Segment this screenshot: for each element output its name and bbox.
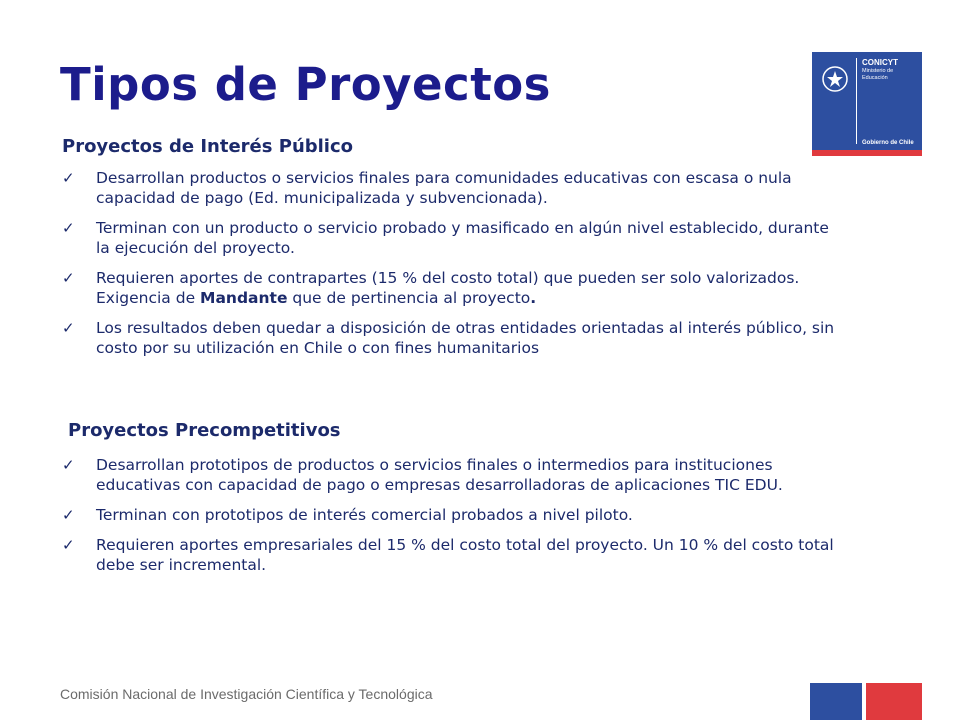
bullet-text: Los resultados deben quedar a disposición de otras entidades orientadas al interés público, sin costo por su utilización en Chile o con fines humanitarios	[96, 319, 835, 357]
bullet-text: Terminan con un producto o servicio probado y masificado en algún nivel establecido, durante la ejecución del proyecto.	[96, 219, 829, 257]
list-item	[62, 168, 842, 208]
check-icon: ✓	[62, 269, 75, 287]
list-item	[62, 535, 852, 575]
logo-divider	[856, 58, 857, 144]
bullet-text: Desarrollan productos o servicios finales para comunidades educativas con escasa o nula capacidad de pago (Ed. municipalizada y subvencionada).	[96, 169, 792, 207]
conicyt-logo	[812, 52, 922, 156]
bullet-text: Desarrollan prototipos de productos o servicios finales o intermedios para instituciones educativas con capacidad de pago o empresas desarrolladoras de aplicaciones TIC EDU.	[96, 456, 783, 494]
bullet-text: Terminan con prototipos de interés comercial probados a nivel piloto.	[96, 506, 633, 524]
section-heading-interes-publico: Proyectos de Interés Público	[62, 136, 354, 157]
bullet-text-before: Requieren aportes de contrapartes (15 % del costo total) que pueden ser solo valorizados. Exigencia de	[96, 269, 800, 307]
check-icon: ✓	[62, 169, 75, 187]
check-icon: ✓	[62, 319, 75, 337]
list-item	[62, 218, 842, 258]
bullet-text-bold: Mandante	[200, 289, 288, 307]
check-icon: ✓	[62, 456, 75, 474]
check-icon: ✓	[62, 506, 75, 524]
list-item	[62, 505, 852, 525]
logo-org-name: CONICYT	[862, 58, 898, 67]
check-icon: ✓	[62, 536, 75, 554]
bullet-text-after: que de pertinencia al proyecto	[287, 289, 531, 307]
chile-crest-icon	[818, 62, 852, 96]
page-title: Tipos de Proyectos	[60, 58, 551, 111]
bullet-text-end: .	[530, 289, 537, 307]
footer-institution: Comisión Nacional de Investigación Científica y Tecnológica	[60, 686, 433, 702]
check-icon: ✓	[62, 219, 75, 237]
logo-red-stripe	[812, 150, 922, 156]
list-item	[62, 318, 842, 358]
list-item	[62, 455, 852, 495]
precompetitivos-list	[62, 455, 852, 585]
logo-government: Gobierno de Chile	[862, 140, 914, 146]
section-heading-precompetitivos: Proyectos Precompetitivos	[68, 420, 341, 441]
bullet-text: Requieren aportes empresariales del 15 % del costo total del proyecto. Un 10 % del costo total debe ser incremental.	[96, 536, 834, 574]
footer-blue-bar	[810, 683, 862, 720]
logo-ministry: Ministerio de Educación	[862, 68, 894, 81]
list-item	[62, 268, 842, 308]
interes-publico-list	[62, 168, 842, 368]
footer-red-bar	[866, 683, 922, 720]
